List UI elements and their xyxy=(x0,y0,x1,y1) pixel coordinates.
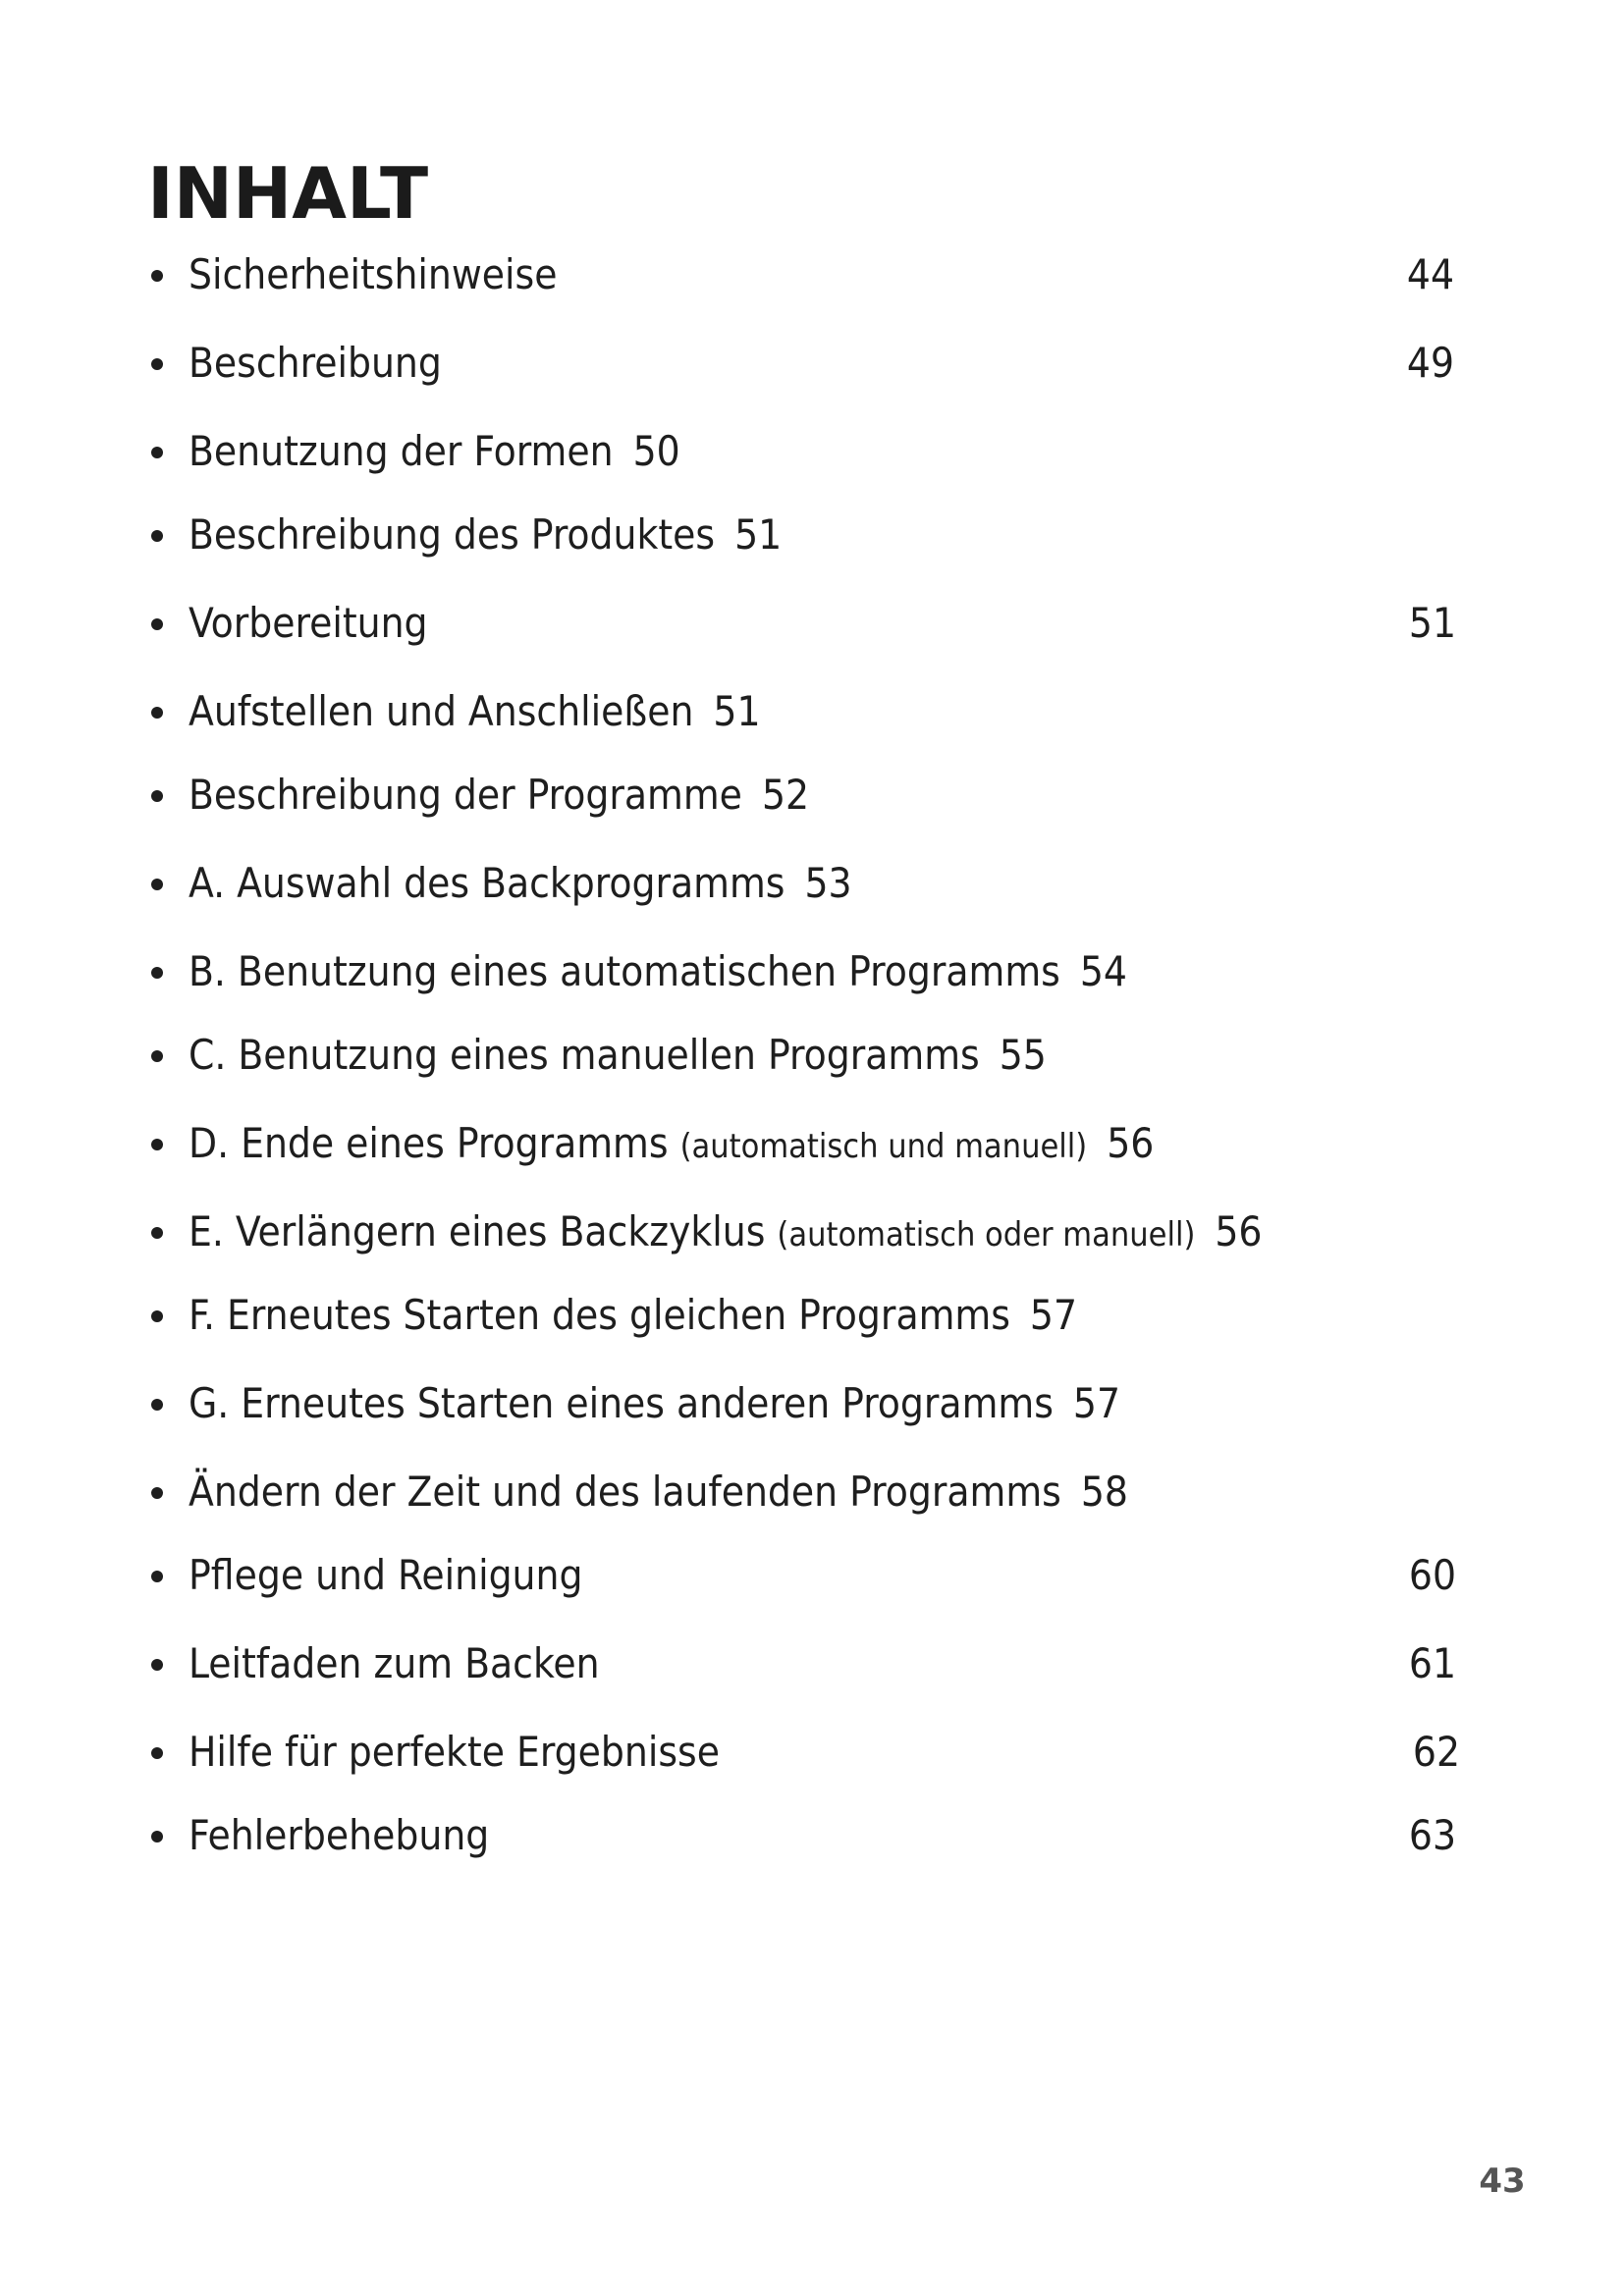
page-title: INHALT xyxy=(147,152,429,235)
toc-entry-title: Fehlerbehebung xyxy=(189,1811,490,1859)
toc-entry-title xyxy=(189,1463,1128,1522)
toc-entry-benutzung-der-formen[interactable] xyxy=(147,422,1483,481)
toc-entry-page: 56 xyxy=(1215,1207,1263,1255)
toc-entry-page: 50 xyxy=(632,427,680,475)
toc-entry-title xyxy=(189,766,809,825)
toc-entry-title xyxy=(189,942,1127,1001)
bullet-icon xyxy=(151,1571,163,1582)
bullet-icon xyxy=(151,1487,163,1499)
bullet-icon xyxy=(151,1050,163,1062)
toc-entry-beschreibung[interactable] xyxy=(147,334,1483,393)
bullet-icon xyxy=(151,790,163,802)
toc-entry-title-text: Ändern der Zeit und des laufenden Programms xyxy=(189,1468,1061,1516)
toc-entry-benutzung-manuelles-programm[interactable] xyxy=(147,1026,1483,1085)
toc-entry-title xyxy=(189,854,852,913)
toc-entry-page: 55 xyxy=(999,1031,1047,1079)
bullet-icon xyxy=(151,447,163,458)
toc-entry-fehlerbehebung[interactable] xyxy=(147,1806,1483,1865)
toc-entry-title xyxy=(189,1374,1120,1433)
toc-entry-title-text: C. Benutzung eines manuellen Programms xyxy=(189,1031,980,1079)
bullet-icon xyxy=(151,1747,163,1759)
bullet-icon xyxy=(151,707,163,719)
toc-entry-title-text: D. Ende eines Programms xyxy=(189,1119,669,1167)
toc-entry-page: 61 xyxy=(1408,1639,1456,1687)
toc-entry-page: 56 xyxy=(1107,1119,1155,1167)
toc-entry-erneutes-starten-gleiches-programm[interactable] xyxy=(147,1286,1483,1345)
toc-entry-beschreibung-des-produktes[interactable] xyxy=(147,506,1483,564)
toc-entry-title: Hilfe für perfekte Ergebnisse xyxy=(189,1728,720,1776)
toc-entry-page: 53 xyxy=(804,859,852,907)
toc-entry-title xyxy=(189,1026,1047,1085)
toc-entry-vorbereitung[interactable] xyxy=(147,594,1483,653)
toc-entry-title-text: E. Verlängern eines Backzyklus xyxy=(189,1207,766,1255)
toc-entry-page: 52 xyxy=(761,771,810,819)
toc-entry-note: (automatisch und manuell) xyxy=(679,1127,1088,1166)
bullet-icon xyxy=(151,270,163,282)
toc-entry-title-text: B. Benutzung eines automatischen Programms xyxy=(189,947,1060,995)
toc-entry-page: 57 xyxy=(1029,1291,1077,1339)
toc-entry-aendern-der-zeit[interactable] xyxy=(147,1463,1483,1522)
toc-entry-page: 63 xyxy=(1408,1811,1456,1859)
toc-entry-page: 44 xyxy=(1406,250,1454,298)
toc-entry-auswahl-des-backprogramms[interactable] xyxy=(147,854,1483,913)
toc-entry-note: (automatisch oder manuell) xyxy=(777,1215,1196,1255)
toc-entry-page: 51 xyxy=(713,687,761,735)
toc-entry-page: 60 xyxy=(1408,1551,1456,1599)
bullet-icon xyxy=(151,1227,163,1239)
toc-entry-page: 58 xyxy=(1080,1468,1128,1516)
toc-entry-title xyxy=(189,682,761,741)
toc-entry-title xyxy=(189,1202,1262,1264)
toc-entry-title xyxy=(189,506,782,564)
toc-entry-title-text: G. Erneutes Starten eines anderen Programms xyxy=(189,1379,1054,1427)
toc-entry-beschreibung-der-programme[interactable] xyxy=(147,766,1483,825)
toc-entry-page: 62 xyxy=(1412,1728,1460,1776)
toc-entry-title-text: F. Erneutes Starten des gleichen Programms xyxy=(189,1291,1010,1339)
toc-entry-title-text: Aufstellen und Anschließen xyxy=(189,687,694,735)
toc-entry-benutzung-automatisches-programm[interactable] xyxy=(147,942,1483,1001)
bullet-icon xyxy=(151,358,163,370)
toc-entry-title-text: Benutzung der Formen xyxy=(189,427,614,475)
toc-entry-title: Leitfaden zum Backen xyxy=(189,1639,600,1687)
toc-entry-page: 57 xyxy=(1072,1379,1120,1427)
toc-entry-ende-eines-programms[interactable] xyxy=(147,1114,1483,1173)
bullet-icon xyxy=(151,1139,163,1150)
bullet-icon xyxy=(151,1310,163,1322)
bullet-icon xyxy=(151,1659,163,1671)
toc-entry-page: 51 xyxy=(734,510,783,559)
toc-entry-title-text: A. Auswahl des Backprogramms xyxy=(189,859,785,907)
bullet-icon xyxy=(151,967,163,979)
toc-entry-erneutes-starten-anderes-programm[interactable] xyxy=(147,1374,1483,1433)
bullet-icon xyxy=(151,1831,163,1842)
toc-entry-title: Pflege und Reinigung xyxy=(189,1551,583,1599)
toc-entry-leitfaden-zum-backen[interactable] xyxy=(147,1634,1483,1693)
toc-entry-title-text: Beschreibung des Produktes xyxy=(189,510,716,559)
toc-entry-hilfe-fuer-perfekte-ergebnisse[interactable] xyxy=(147,1723,1483,1782)
toc-entry-title xyxy=(189,422,680,481)
toc-entry-aufstellen-und-anschliessen[interactable] xyxy=(147,682,1483,741)
bullet-icon xyxy=(151,530,163,542)
toc-entry-page: 51 xyxy=(1408,599,1456,647)
toc-entry-title-text: Beschreibung der Programme xyxy=(189,771,742,819)
toc-entry-page: 54 xyxy=(1079,947,1127,995)
bullet-icon xyxy=(151,879,163,890)
toc-entry-page: 49 xyxy=(1406,339,1454,387)
toc-entry-pflege-und-reinigung[interactable] xyxy=(147,1546,1483,1605)
toc-entry-title: Vorbereitung xyxy=(189,599,428,647)
page-number: 43 xyxy=(1479,2162,1526,2201)
toc-entry-title: Sicherheitshinweise xyxy=(189,250,558,298)
toc-entry-title xyxy=(189,1286,1077,1345)
toc-entry-title: Beschreibung xyxy=(189,339,442,387)
bullet-icon xyxy=(151,618,163,630)
toc-entry-verlaengern-backzyklus[interactable] xyxy=(147,1202,1483,1261)
bullet-icon xyxy=(151,1399,163,1411)
toc-entry-title xyxy=(189,1114,1154,1176)
toc-entry-sicherheitshinweise[interactable] xyxy=(147,245,1483,304)
